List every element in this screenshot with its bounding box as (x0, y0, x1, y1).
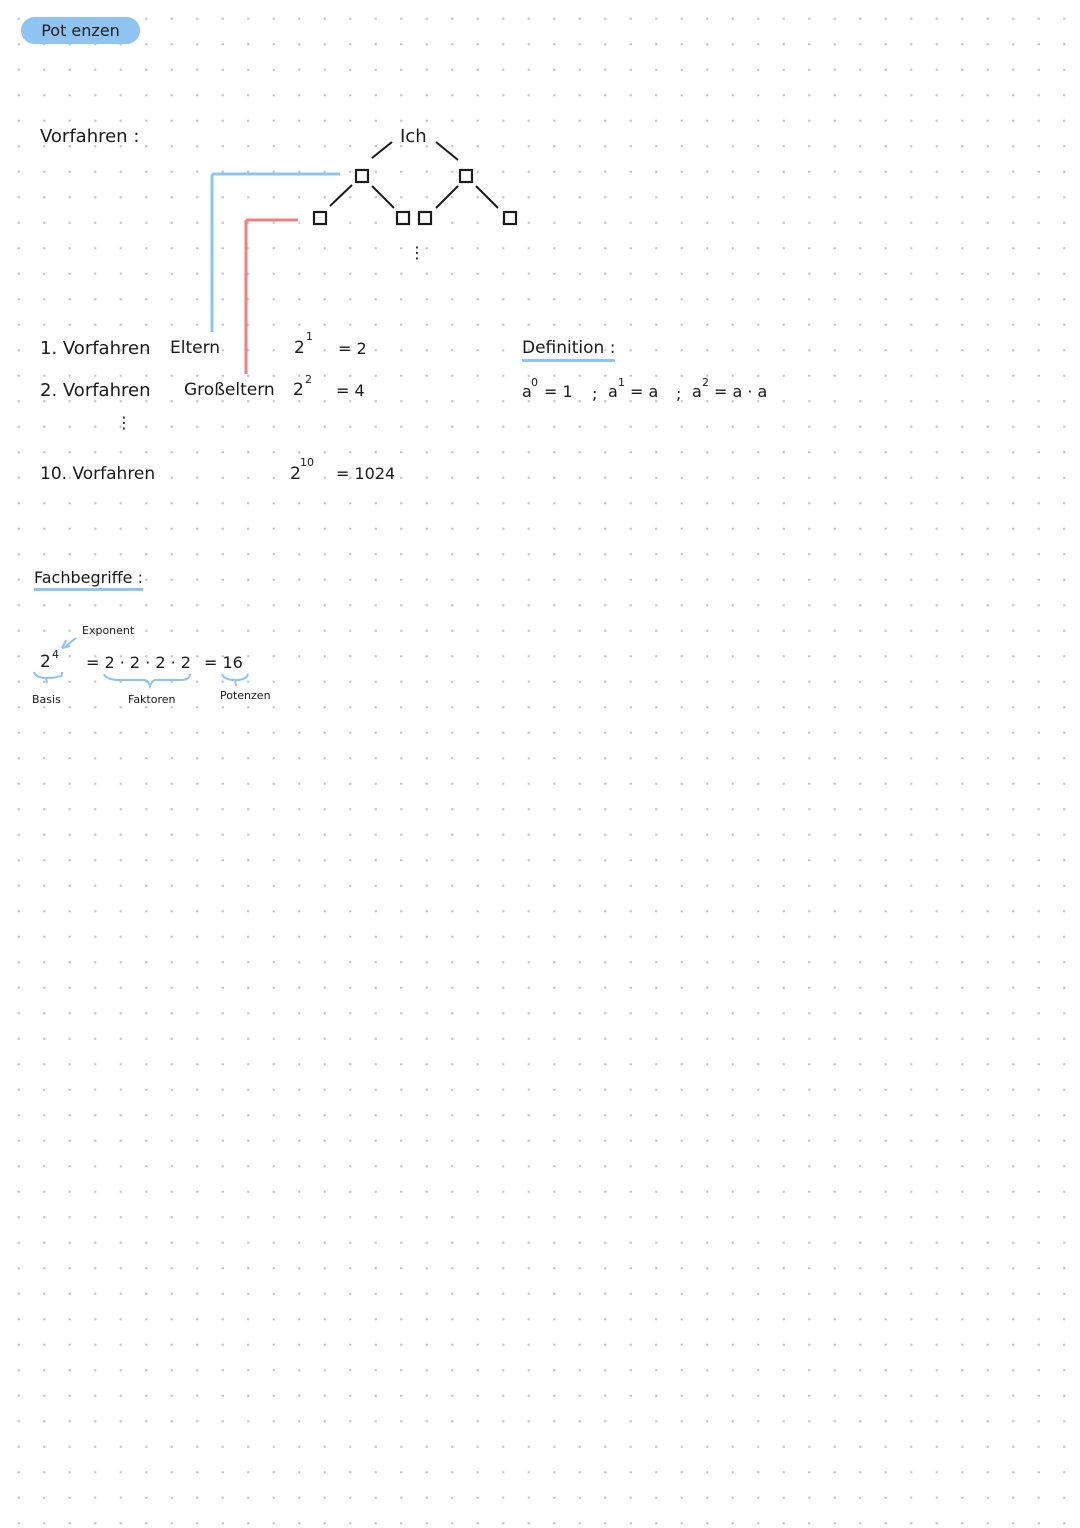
ancestor-row-base: 2 (290, 464, 301, 484)
ancestor-row-exponent: 2 (305, 373, 312, 386)
formula-exponent: 0 (531, 376, 538, 389)
tree-node-box (397, 212, 409, 224)
formula-exponent: 2 (702, 376, 709, 389)
formula-base: a (692, 382, 702, 401)
tree-node-box (419, 212, 431, 224)
ancestor-row-result: = 2 (338, 339, 367, 358)
tree-branch (330, 185, 352, 206)
faktoren-label: Faktoren (128, 693, 176, 706)
definition-formula (522, 376, 802, 404)
power-expansion: = 2 · 2 · 2 · 2 (86, 653, 191, 672)
potenzen-brace (222, 674, 248, 686)
exponent-arrow (66, 638, 76, 646)
formula-rhs: = a · a (714, 382, 768, 401)
formula-rhs: = 1 (544, 382, 573, 401)
formula-separator: ; (676, 384, 682, 403)
potenzen-label: Potenzen (220, 689, 271, 702)
tree-branch (436, 186, 458, 208)
tree-node-box (460, 170, 472, 182)
basis-brace (34, 672, 62, 683)
formula-base: a (522, 382, 532, 401)
ancestor-row-base: 2 (294, 338, 305, 358)
ancestor-row-label: 2. Vorfahren (40, 380, 151, 401)
ancestor-row-base: 2 (293, 380, 304, 400)
tree-branch (476, 186, 498, 208)
ancestor-row-exponent: 10 (300, 456, 314, 469)
definition-heading: Definition : (522, 338, 615, 362)
ancestor-row-result: = 4 (336, 381, 365, 400)
exponent-label: Exponent (82, 624, 135, 637)
faktoren-brace (104, 674, 190, 686)
ancestor-row-term: Eltern (170, 338, 221, 358)
terms-heading: Fachbegriffe : (34, 568, 143, 591)
basis-label: Basis (32, 693, 61, 706)
formula-exponent: 1 (618, 376, 625, 389)
power-result: = 16 (204, 653, 243, 672)
ancestors-heading: Vorfahren : (40, 126, 140, 147)
tree-root-label: Ich (400, 126, 427, 147)
tree-node-box (356, 170, 368, 182)
rows-ellipsis: ⋮ (116, 413, 132, 432)
ancestor-row-label: 10. Vorfahren (40, 464, 156, 484)
tree-branch (436, 142, 458, 160)
ancestor-row-term: Großeltern (184, 380, 275, 400)
tree-ellipsis: ⋮ (409, 243, 425, 262)
formula-rhs: = a (630, 382, 659, 401)
formula-separator: ; (592, 384, 598, 403)
tree-branch (372, 186, 394, 208)
tree-node-box (504, 212, 516, 224)
power-exponent: 4 (52, 648, 59, 661)
tree-branch (372, 142, 392, 158)
power-base: 2 (40, 652, 51, 672)
ancestor-row-exponent: 1 (306, 330, 313, 343)
page-title: Pot enzen (21, 17, 140, 44)
tree-node-box (314, 212, 326, 224)
ancestor-row-result: = 1024 (336, 464, 396, 483)
formula-base: a (608, 382, 618, 401)
ancestor-row-label: 1. Vorfahren (40, 338, 151, 359)
